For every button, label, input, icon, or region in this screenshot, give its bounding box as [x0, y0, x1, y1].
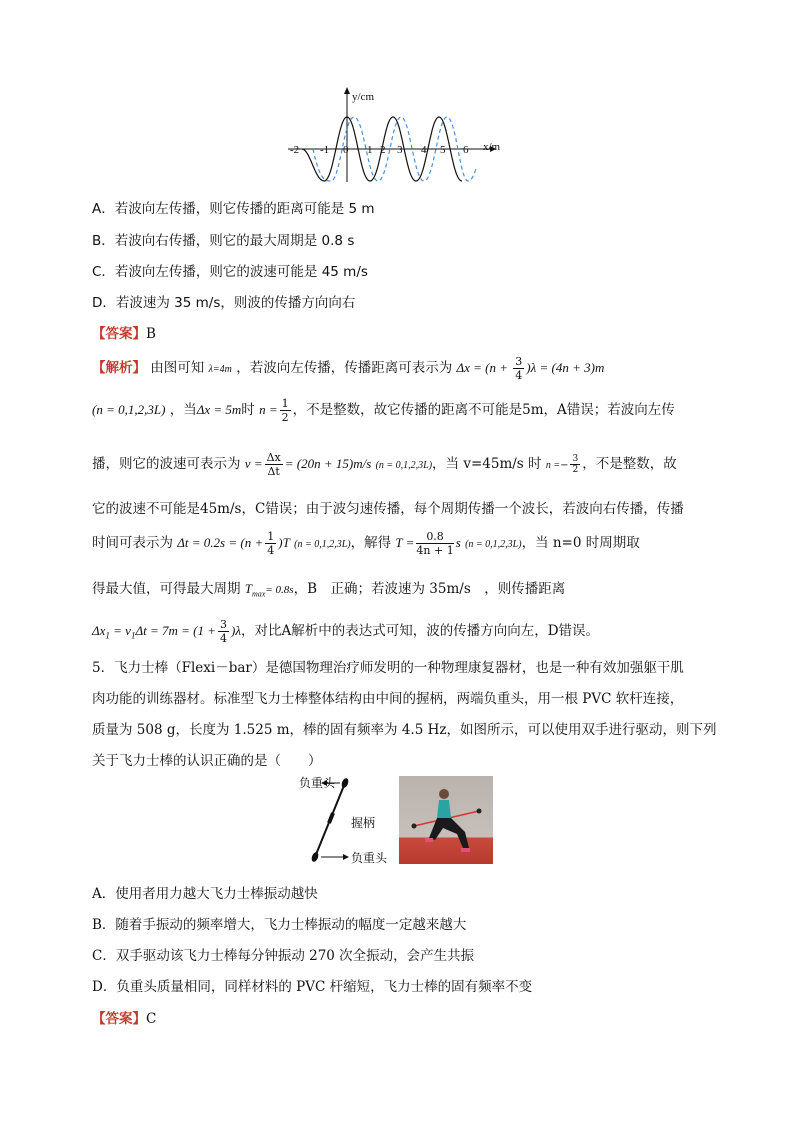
answer-label: 【答案】	[92, 326, 146, 342]
athlete-legs	[429, 818, 469, 848]
bottom-pointer-arrow	[343, 854, 349, 860]
q5-answer	[92, 1007, 156, 1027]
q4-option-c: C．若波向左传播，则它的波速可能是 45 m/s	[92, 264, 368, 280]
analysis-line-3: 播，则它的波速可表示为 v = $\frac{\Delta x}{\Delta t}$ = (20n + 15)m/s (n = 0,1,2,3L)，当 v=45m/s 时 n =− $\frac{3}{2}$ ，不是整数，故	[92, 451, 677, 478]
bottom-weight-label: 负重头	[351, 851, 388, 865]
q5-stem-1: 5．飞力士棒（Flexi－bar）是德国物理治疗师发明的一种物理康复器材，也是一种有效加强躯干肌	[92, 660, 684, 676]
answer-label: 【答案】	[92, 1011, 146, 1027]
analysis-line-2: (n = 0,1,2,3L) ，当Δx = 5m时 n = $\frac{1}{2}$ ，不是整数，故它传播的距离不可能是5m，A错误；若波向左传	[92, 397, 675, 424]
analysis-line-4: 它的波速不可能是45m/s，C错误；由于波匀速传播，每个周期传播一个波长，若波向右传播，传播	[92, 501, 684, 517]
analysis-line-7: $\Delta x_1 = v_1\Delta t = 7m = (1$ + $\frac{3}{4}$ )λ，对比A解析中的表达式可知，波的传播方向向左，D错误。	[92, 618, 600, 645]
q5-stem-3: 质量为 508 g，长度为 1.525 m，棒的固有频率为 4.5 Hz，如图所示，可以使用双手进行驱动，则下列	[92, 722, 717, 738]
athlete-head	[439, 789, 449, 799]
y-axis-arrow	[344, 87, 350, 94]
top-weight-head	[340, 777, 349, 789]
tick-neg2: -2	[290, 144, 300, 156]
q4-option-b: B．若波向右传播，则它的最大周期是 0.8 s	[92, 233, 355, 249]
answer-value: C	[146, 1011, 157, 1027]
q5-option-c: C．双手驱动该飞力士棒每分钟振动 270 次全振动，会产生共振	[92, 948, 475, 964]
q5-stem-4: 关于飞力士棒的认识正确的是（ ）	[92, 753, 322, 769]
x-axis-label: x/m	[483, 141, 501, 153]
handle	[329, 813, 333, 823]
q4-option-a: A．若波向左传播，则它传播的距离可能是 5 m	[92, 201, 375, 217]
analysis-line-5: 时间可表示为 Δt = 0.2s = (n + $\frac{1}{4}$ )T (n = 0,1,2,3L)，解得 T = $\frac{0.8}{4n + 1}$ s (n = 0,1,2,3L)，当 n=0 时周期取	[92, 530, 640, 557]
tick-1: 1	[367, 144, 373, 156]
wave-graph	[280, 84, 520, 184]
q5-option-a: A．使用者用力越大飞力士棒振动越快	[92, 886, 318, 902]
q4-option-d: D．若波速为 35 m/s，则波的传播方向向右	[92, 295, 356, 311]
tick-5: 5	[440, 144, 446, 156]
athlete-top	[437, 800, 451, 818]
tick-3: 3	[397, 144, 403, 156]
flexibar-diagram	[295, 775, 395, 870]
tick-2: 2	[380, 144, 386, 156]
tick-0: 0	[343, 144, 349, 156]
tick-neg1: -1	[320, 144, 330, 156]
q5-stem-2: 肉功能的训练器材。标准型飞力士棒整体结构由中间的握柄，两端负重头，用一根 PVC 软杆连接，	[92, 691, 684, 707]
q4-answer	[92, 322, 156, 342]
q5-option-d: D．负重头质量相同，同样材料的 PVC 杆缩短，飞力士棒的固有频率不变	[92, 979, 533, 995]
top-weight-label: 负重头	[299, 776, 336, 790]
analysis-line-1: 【解析】 由图可知 λ=4m ，若波向左传播，传播距离可表示为 Δx = (n + $\frac{3}{4}$ )λ = (4n + 3)m	[92, 355, 605, 382]
bottom-weight-head	[310, 851, 319, 863]
athlete-illustration	[399, 776, 493, 864]
y-axis-label: y/cm	[352, 91, 374, 103]
handle-label: 握柄	[351, 816, 376, 830]
answer-value: B	[146, 326, 156, 342]
tick-4: 4	[421, 144, 427, 156]
q5-option-b: B．随着手振动的频率增大，飞力士棒振动的幅度一定越来越大	[92, 917, 467, 933]
analysis-line-6: 得最大值，可得最大周期 $T_{max}= 0.8s$，B 正确；若波速为 35m/s ，则传播距离	[92, 581, 566, 599]
tick-6: 6	[463, 144, 469, 156]
